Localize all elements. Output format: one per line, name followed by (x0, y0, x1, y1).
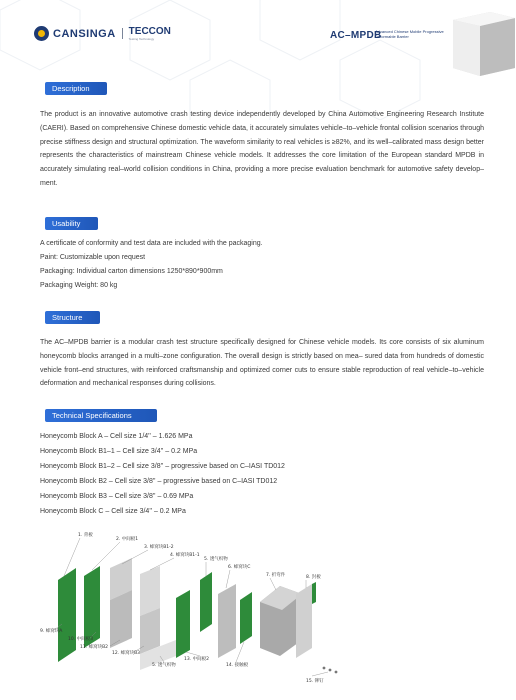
usability-line: Packaging: Individual carton dimensions 1250*890*900mm (40, 268, 223, 275)
spec-line: Honeycomb Block B1–1 – Cell size 3/4'' – 0.2 MPa (40, 448, 198, 455)
label-honeycomb-b1-2: 3. 蜂窝块B1-2 (144, 545, 174, 550)
label-bent-part: 7. 折弯件 (266, 573, 286, 578)
label-middle-plate-3: 10. 中间板3 (68, 637, 93, 642)
label-honeycomb-a: 9. 蜂窝块A (40, 629, 63, 634)
label-honeycomb-b3: 12. 蜂窝块B3 (112, 651, 141, 656)
label-middle-plate-1: 2. 中间板1 (116, 537, 139, 542)
usability-line: A certificate of conformity and test data are included with the packaging. (40, 240, 263, 247)
label-back-plate: 1. 背板 (78, 533, 93, 538)
section-title-usability: Usability (45, 217, 98, 230)
middle-plate-1 (84, 566, 100, 648)
spec-line: Honeycomb Block B2 – Cell size 3/8'' – progressive based on C–IASI TD012 (40, 478, 278, 485)
spec-line: Honeycomb Block B1–2 – Cell size 3/8'' – progressive based on C–IASI TD012 (40, 463, 285, 470)
spec-line: Honeycomb Block C – Cell size 3/4'' – 0.2 MPa (40, 508, 186, 515)
label-breathable-fabric: 5. 透气织物 (204, 557, 228, 562)
barrier-product-image (445, 10, 515, 76)
back-plate (58, 568, 76, 662)
exploded-structure-diagram (40, 528, 490, 698)
label-honeycomb-c: 6. 蜂窝块C (228, 565, 251, 570)
section-title-structure: Structure (45, 311, 100, 324)
rivets (323, 667, 338, 674)
brand-primary: CANSINGA (53, 27, 116, 40)
usability-line: Packaging Weight: 80 kg (40, 282, 118, 289)
page-header (0, 0, 516, 80)
label-honeycomb-b2: 11. 蜂窝块B2 (80, 645, 109, 650)
label-contact-plate: 14. 接触板 (226, 663, 249, 668)
brand-secondary-sub: Testing Technology (128, 36, 155, 41)
label-honeycomb-b1-1: 4. 蜂窝块B1-1 (170, 553, 200, 558)
brand-divider (122, 28, 123, 39)
label-seal-plate: 8. 封板 (306, 575, 321, 580)
brand-secondary: TECCON (128, 25, 171, 37)
spec-line: Honeycomb Block A – Cell size 1/4'' – 1.626 MPa (40, 433, 193, 440)
label-rivets: 15. 铆钉 (306, 679, 324, 684)
honeycomb-a (110, 590, 132, 648)
honeycomb-b1-1 (140, 566, 160, 616)
usability-line: Paint: Customizable upon request (40, 254, 146, 261)
spec-line: Honeycomb Block B3 – Cell size 3/8'' – 0.69 MPa (40, 493, 194, 500)
brand-logo (34, 26, 171, 41)
middle-plate-2 (176, 590, 190, 658)
section-title-technical-specifications: Technical Specifications (45, 409, 157, 422)
label-middle-plate-2: 13. 中间板2 (184, 657, 209, 662)
section-title-description: Description (45, 82, 107, 95)
contact-plate (240, 592, 252, 644)
honeycomb-c (218, 584, 236, 658)
product-code: AC–MPDB (330, 30, 382, 41)
honeycomb-b2 (140, 608, 160, 654)
product-description-short: Advanced Chinese Mobile Progressive Deformable Barrier (375, 29, 444, 39)
breathable-fabric (200, 572, 212, 632)
description-text: The product is an innovative automotive crash testing device independently developed by China Automotive Engineering Research Institute (CAERI). Based on comprehensive Chinese domestic vehicle data, it accurately simulates vehicle–to–vehicle frontal collision scenarios through precise stiffness design and structural optimization. The waveform similarity to real vehicles is ≥82%, and its well–calibrated mass design better represents the characteristics of mainstream Chinese vehicle models. It addresses the core limitation of the European standard MPDB in accurately simulating real–world collision conditions in China, providing a more precise evaluation benchmark for automotive safety develop– ment. (40, 111, 484, 187)
label-breathable-fabric-2: 5. 透气织物 (152, 663, 176, 668)
structure-text: The AC–MPDB barrier is a modular crash test structure specifically designed for Chinese vehicle models. Its core consists of six aluminum honeycomb blocks arranged in a multi–zone configuration. The overall design is strictly based on mea– sured data from hundreds of domestic vehicle front–end structures, with reinforced craftsmanship and optimized corner cuts to ensure stable reproduction of real vehicle–to–vehicle deformation and mechanical responses during collisions. (40, 339, 484, 388)
cansinga-logo-icon (34, 26, 49, 41)
seal-plate (296, 584, 312, 658)
